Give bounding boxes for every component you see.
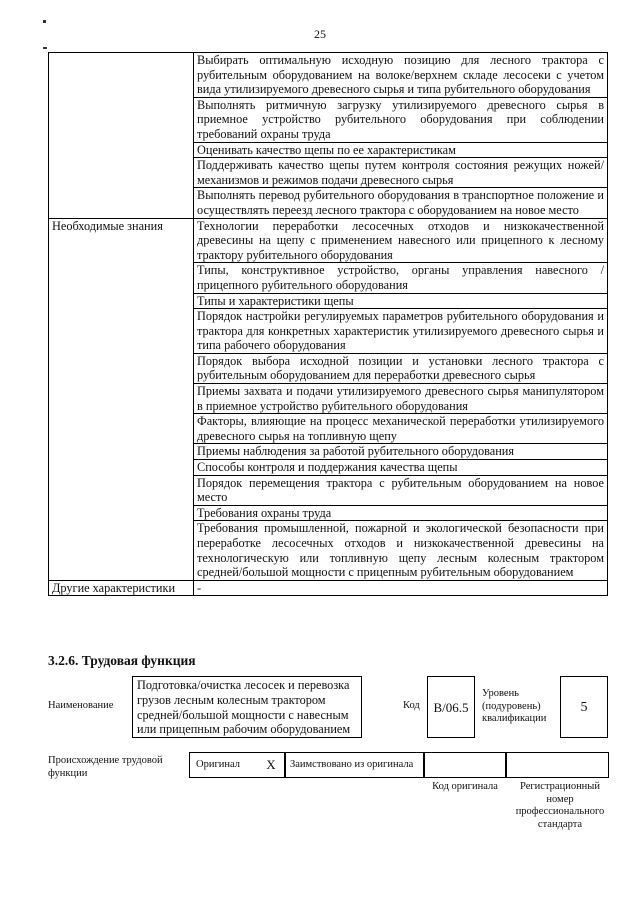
item-cell: Выполнять ритмичную загрузку утилизируемого древесного сырья в приемное устройство рубительного оборудования при соблюдении требований охраны труда — [194, 97, 608, 142]
function-code-field: B/06.5 — [427, 676, 475, 738]
borrowed-label: Заимствовано из оригинала — [285, 752, 424, 778]
item-cell: Порядок настройки регулируемых параметров рубительного оборудования и трактора для конкретных характеристик утилизируемого древесного сырья и типа рабочего оборудования — [194, 309, 608, 354]
code-original-cell — [424, 752, 506, 778]
origin-label: Происхождение трудовой функции — [48, 755, 163, 779]
scan-mark — [43, 47, 47, 49]
table-row — [49, 580, 608, 596]
code-original-caption: Код оригинала — [432, 781, 498, 792]
scan-mark — [43, 20, 46, 23]
item-cell: Выполнять перевод рубительного оборудования в транспортное положение и осуществлять переезд лесного трактора с оборудованием на новое место — [194, 188, 608, 218]
item-cell: Типы, конструктивное устройство, органы управления навесного /прицепного рубительного оборудования — [194, 263, 608, 293]
item-cell: Типы и характеристики щепы — [194, 293, 608, 309]
item-cell: Порядок перемещения трактора с рубительным оборудованием на новое место — [194, 475, 608, 505]
category-cell — [49, 53, 194, 219]
item-cell: Выбирать оптимальную исходную позицию для лесного трактора с рубительным оборудованием на волоке/верхнем складе лесосеки с учетом вида утилизируемого древесного сырья и типа рубительного оборудования — [194, 53, 608, 98]
name-label: Наименование — [48, 700, 114, 711]
original-mark: X — [258, 752, 285, 778]
function-name-field: Подготовка/очистка лесосек и перевозка грузов лесным колесным трактором средней/большой мощности с навесным или прицепным рабочим оборудованием — [132, 676, 362, 738]
item-cell: Порядок выбора исходной позиции и установки лесного трактора с рубительным оборудованием для переработки древесного сырья — [194, 353, 608, 383]
item-cell: Требования охраны труда — [194, 505, 608, 521]
table-row — [49, 218, 608, 263]
page-number: 25 — [314, 27, 326, 41]
item-cell: Способы контроля и поддержания качества щепы — [194, 460, 608, 476]
reg-number-caption: Регистрационный номер профессионального стандарта — [515, 781, 605, 830]
competency-table — [48, 52, 608, 596]
level-label: Уровень (подуровень) квалификации — [482, 688, 547, 724]
original-label: Оригинал — [189, 752, 258, 778]
qualification-level-field: 5 — [560, 676, 608, 738]
item-cell: Приемы захвата и подачи утилизируемого древесного сырья манипулятором в приемное устройство рубительного оборудования — [194, 384, 608, 414]
code-label: Код — [403, 700, 420, 711]
origin-table — [189, 752, 609, 778]
item-cell: Факторы, влияющие на процесс механической переработки утилизируемого древесного сырья на топливную щепу — [194, 414, 608, 444]
item-cell: Технологии переработки лесосечных отходов и низкокачественной древесины на щепу с применением навесного или прицепного к лесному трактору рубительного оборудования — [194, 218, 608, 263]
section-title: 3.2.6. Трудовая функция — [48, 653, 196, 668]
item-cell: Требования промышленной, пожарной и экологической безопасности при переработке лесосечных отходов и низкокачественной древесины на технологическую или топливную щепу лесным колесным трактором средней/большой мощности с прицепным рубительным оборудованием — [194, 521, 608, 580]
category-cell: Необходимые знания — [49, 218, 194, 580]
item-cell: Приемы наблюдения за работой рубительного оборудования — [194, 444, 608, 460]
category-cell: Другие характеристики — [49, 580, 194, 596]
item-cell: Оценивать качество щепы по ее характеристикам — [194, 142, 608, 158]
reg-number-cell — [506, 752, 609, 778]
table-row — [49, 53, 608, 98]
item-cell: Поддерживать качество щепы путем контроля состояния режущих ножей/механизмов и режимов подачи древесного сырья — [194, 158, 608, 188]
item-cell: - — [194, 580, 608, 596]
